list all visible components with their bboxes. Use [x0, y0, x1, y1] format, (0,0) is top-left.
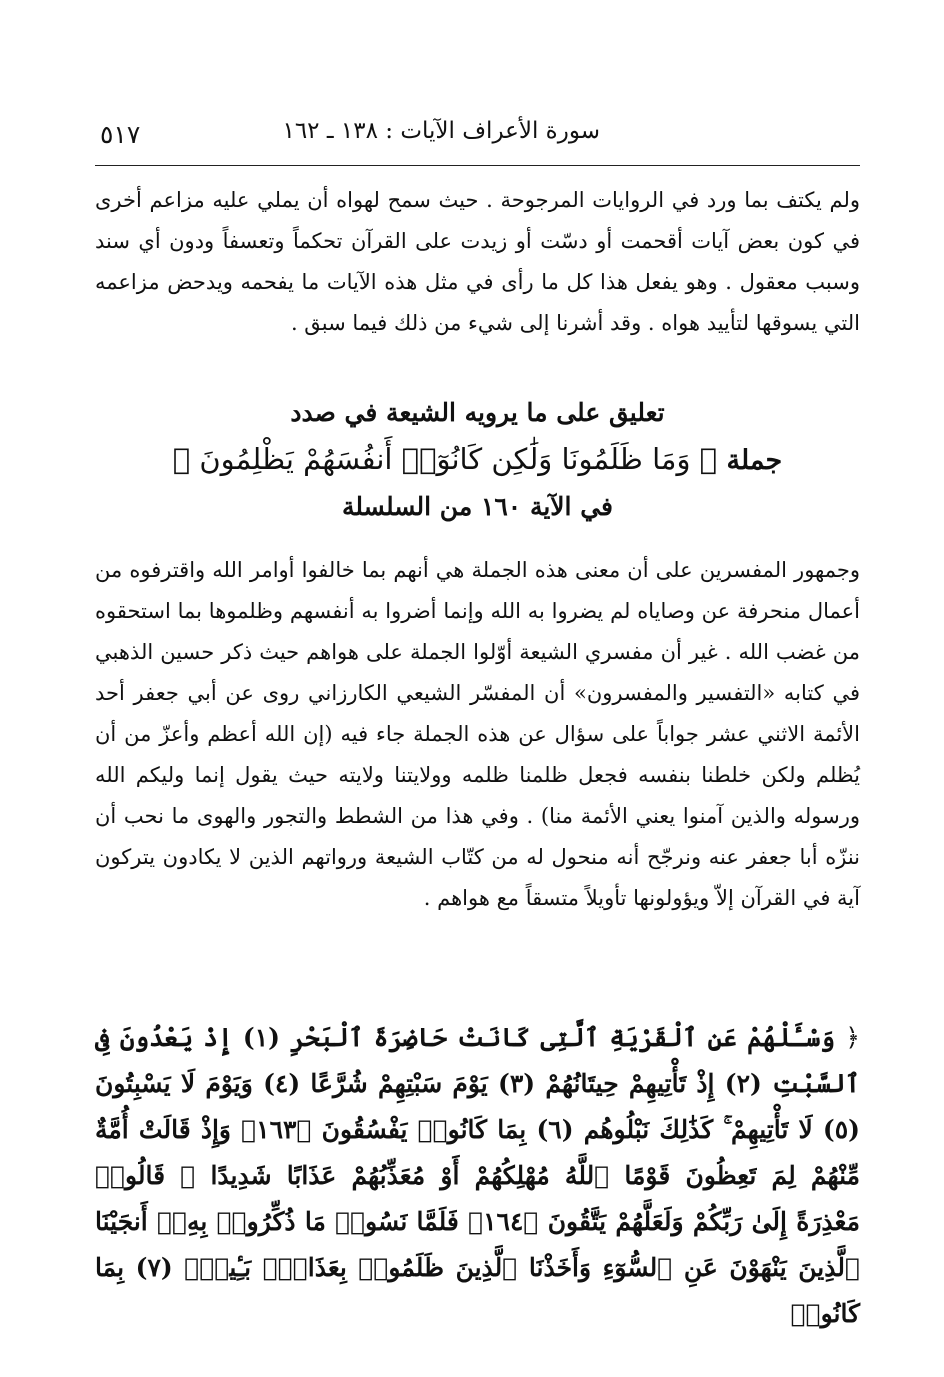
section-heading-verse: ﴿ وَمَا ظَلَمُونَا وَلَٰكِن كَانُوٓا۟ أَنفُسَهُمْ يَظْلِمُونَ ﴾ — [172, 442, 718, 476]
quran-verses-block — [95, 1015, 860, 1337]
quran-open-bracket: ﴿ — [845, 1023, 860, 1052]
running-header — [95, 118, 860, 160]
section-heading-line-1: تعليق على ما يرويه الشيعة في صدد — [290, 398, 665, 427]
quran-verses-text: وَسْـَٔلْهُمْ عَنِ ٱلْقَرْيَةِ ٱلَّتِى كَانَتْ حَاضِرَةَ ٱلْبَحْرِ (١) إِذْ يَعْدُونَ فِى ٱلسَّبْتِ (٢) إِذْ تَأْتِيهِمْ حِيتَانُهُمْ (٣) يَوْمَ سَبْتِهِمْ شُرَّعًا (٤) وَيَوْمَ لَا يَسْبِتُونَ (٥) لَا تَأْتِيهِمْ ۚ كَذَٰلِكَ نَبْلُوهُم (٦) بِمَا كَانُوا۟ يَفْسُقُونَ ﴿١٦٣﴾ وَإِذْ قَالَتْ أُمَّةٌ مِّنْهُمْ لِمَ تَعِظُونَ قَوْمًا ٱللَّهُ مُهْلِكُهُمْ أَوْ مُعَذِّبُهُمْ عَذَابًا شَدِيدًا ۖ قَالُوا۟ مَعْذِرَةً إِلَىٰ رَبِّكُمْ وَلَعَلَّهُمْ يَتَّقُونَ ﴿١٦٤﴾ فَلَمَّا نَسُوا۟ مَا ذُكِّرُوا۟ بِهِۦٓ أَنجَيْنَا ٱلَّذِينَ يَنْهَوْنَ عَنِ ٱلسُّوٓءِ وَأَخَذْنَا ٱلَّذِينَ ظَلَمُوا۟ بِعَذَابٍۭ بَـِٔيسٍۭ (٧) بِمَا كَانُوا۟ — [95, 1023, 860, 1328]
page-number: ٥١٧ — [100, 120, 141, 149]
section-heading-line-2 — [95, 442, 860, 476]
header-title: سورة الأعراف الآيات : ١٣٨ ـ ١٦٢ — [282, 118, 600, 144]
body-paragraph-2: وجمهور المفسرين على أن معنى هذه الجملة هي أنهم بما خالفوا أوامر الله واقترفوه من أعمال منحرفة عن وصاياه لم يضروا به الله وإنما أضروا به أنفسهم وظلموها بما استحقوه من غضب الله . غير أن مفسري الشيعة أوّلوا الجملة على هواهم حيث ذكر حسين الذهبي في كتابه «التفسير والمفسرون» أن المفسّر الشيعي الكارزاني روى عن أبي جعفر أحد الأئمة الاثني عشر جواباً على سؤال عن هذه الجملة جاء فيه (إن الله أعظم وأعزّ من أن يُظلم ولكن خلطنا بنفسه فجعل ظلمنا ظلمه وولايتنا ولايته حيث يقول إنما وليكم الله ورسوله والذين آمنوا يعني الأئمة منا) . وفي هذا من الشطط والتجور والهوى ما نحب أن ننزّه أبا جعفر عنه ونرجّح أنه منحول له من كتّاب الشيعة ورواتهم الذين لا يكادون يتركون آية في القرآن إلاّ ويؤولونها تأويلاً متسقاً مع هواهم . — [95, 558, 860, 910]
header-divider — [95, 165, 860, 166]
section-heading-prefix: جملة — [726, 445, 783, 476]
section-heading-line-3: في الآية ١٦٠ من السلسلة — [341, 492, 613, 521]
body-paragraph-1: ولم يكتف بما ورد في الروايات المرجوحة . حيث سمح لهواه أن يملي عليه مزاعم أخرى في كون بعض آيات أقحمت أو دسّت أو زيدت على القرآن تحكماً وتعسفاً ودون أي سند وسبب معقول . وهو يفعل هذا كل ما رأى في مثل هذه الآيات ما يفحمه ويدحض مزاعمه التي يسوقها لتأييد هواه . وقد أشرنا إلى شيء من ذلك فيما سبق . — [95, 188, 860, 335]
